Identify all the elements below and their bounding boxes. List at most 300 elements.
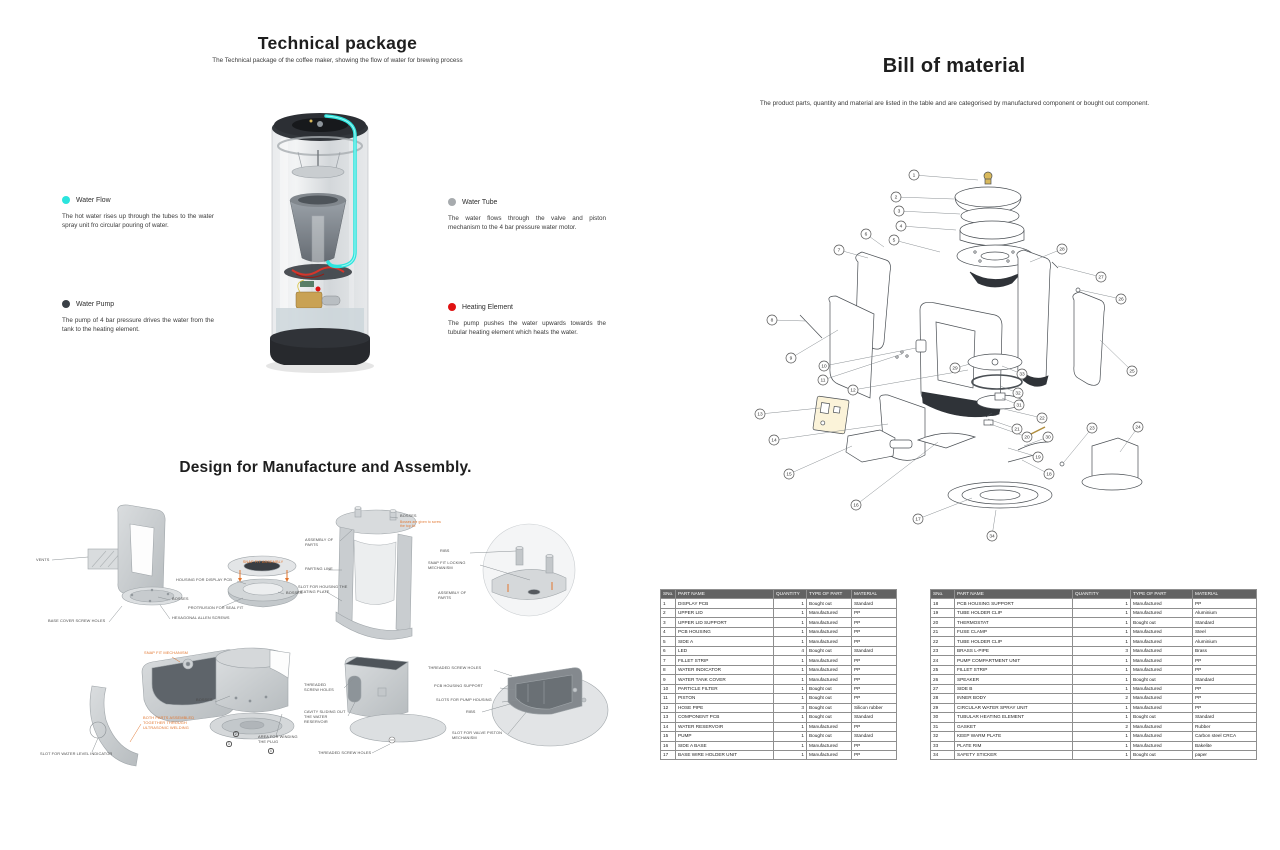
bom-cell: Carbon steel CRCA bbox=[1193, 732, 1257, 741]
bom-cell: 22 bbox=[931, 637, 955, 646]
dfma-label-bosses-d: BOSSES bbox=[196, 697, 213, 702]
svg-text:4: 4 bbox=[899, 224, 903, 230]
bom-cell: Manufactured bbox=[1131, 722, 1193, 731]
bom-cell: 1 bbox=[774, 750, 807, 759]
bom-cell: Bought out bbox=[807, 599, 852, 608]
dfma-step-marker: 3 bbox=[227, 742, 230, 746]
bom-title: Bill of material bbox=[882, 55, 1026, 77]
bom-cell: paper bbox=[1193, 750, 1257, 759]
svg-text:33: 33 bbox=[1019, 372, 1025, 378]
dfma-label-vents: VENTS bbox=[36, 557, 50, 562]
bom-table-row bbox=[661, 684, 897, 693]
bom-cell: 15 bbox=[661, 732, 676, 741]
bom-cell: PP bbox=[852, 608, 897, 617]
part-callout-12 bbox=[848, 385, 858, 395]
legend-heating-element bbox=[448, 303, 606, 338]
svg-text:25: 25 bbox=[1129, 369, 1135, 375]
bom-cell: UPPER LID bbox=[676, 608, 774, 617]
bom-cell: 2 bbox=[1073, 722, 1131, 731]
bom-cell: UPPER LID SUPPORT bbox=[676, 618, 774, 627]
part-callout-9 bbox=[786, 353, 796, 363]
bom-cell: Bought out bbox=[1131, 618, 1193, 627]
bom-cell: Silicon rubber bbox=[852, 703, 897, 712]
bom-table-row bbox=[931, 684, 1257, 693]
bom-cell: Standard bbox=[852, 646, 897, 655]
bom-col-header: QUANTITY bbox=[774, 590, 807, 599]
svg-text:18: 18 bbox=[1046, 472, 1052, 478]
dfma-label-threaded-a: THREADED SCREW HOLES bbox=[304, 682, 334, 692]
bom-cell: 14 bbox=[661, 722, 676, 731]
bom-cell: 13 bbox=[661, 713, 676, 722]
bom-cell: Bakelite bbox=[1193, 741, 1257, 750]
dfma-label-ribs-a: RIBS bbox=[440, 548, 450, 553]
coffee-maker-render bbox=[245, 95, 395, 380]
bom-cell: CIRCULAR WATER SPRAY UNIT bbox=[955, 703, 1073, 712]
svg-text:21: 21 bbox=[1014, 427, 1020, 433]
bom-cell: PISTON bbox=[676, 694, 774, 703]
dfma-label-parting-line: PARTING LINE bbox=[305, 566, 333, 571]
bom-cell: Bought out bbox=[1131, 750, 1193, 759]
water-flow-dot bbox=[62, 196, 70, 204]
bom-cell: 32 bbox=[931, 732, 955, 741]
bom-cell: 27 bbox=[931, 684, 955, 693]
bom-cell: PCB HOUSING SUPPORT bbox=[955, 599, 1073, 608]
part-callout-10 bbox=[819, 361, 829, 371]
part-callout-2 bbox=[891, 192, 901, 202]
svg-text:2: 2 bbox=[894, 195, 898, 201]
bom-cell: 7 bbox=[661, 656, 676, 665]
bom-table-row bbox=[661, 703, 897, 712]
dfma-label-slot-water-level: SLOT FOR WATER LEVEL INDICATOR bbox=[40, 751, 113, 756]
bom-col-header: QUANTITY bbox=[1073, 590, 1131, 599]
bom-table-row bbox=[661, 732, 897, 741]
dfma-label-snap-fit-assembly: SNAP FIT ASSEMBLY bbox=[242, 559, 284, 564]
bom-cell: Manufactured bbox=[1131, 637, 1193, 646]
part-callout-34 bbox=[987, 531, 997, 541]
part-callout-17 bbox=[913, 514, 923, 524]
bom-cell: 17 bbox=[661, 750, 676, 759]
bom-cell: 1 bbox=[774, 618, 807, 627]
svg-text:6: 6 bbox=[864, 232, 868, 238]
bom-cell: PP bbox=[1193, 684, 1257, 693]
svg-text:3: 3 bbox=[897, 209, 901, 215]
bom-cell: Bought out bbox=[1131, 675, 1193, 684]
bom-cell: PP bbox=[852, 618, 897, 627]
svg-text:31: 31 bbox=[1016, 403, 1022, 409]
bom-cell: 1 bbox=[774, 741, 807, 750]
bom-cell: TUBULAR HEATING ELEMENT bbox=[955, 713, 1073, 722]
dfma-label-hex-allen-screws: HEXAGONAL ALLEN SCREWS bbox=[172, 615, 230, 620]
bom-cell: PLATE RIM bbox=[955, 741, 1073, 750]
heating-element-dot bbox=[448, 303, 456, 311]
legend-text: The pump pushes the water upwards towards the tubular heating element which heats the water. bbox=[448, 320, 606, 337]
legend-label: Water Pump bbox=[76, 300, 115, 308]
dfma-label-bosses-c: BOSSES bbox=[400, 513, 417, 518]
bom-cell: COMPONENT PCB bbox=[676, 713, 774, 722]
bom-cell: 1 bbox=[774, 608, 807, 617]
bom-cell: PP bbox=[852, 675, 897, 684]
legend-text: The water flows through the valve and piston mechanism to the 4 bar pressure water motor. bbox=[448, 215, 606, 232]
bom-cell: 3 bbox=[661, 618, 676, 627]
part-callout-33 bbox=[1017, 369, 1027, 379]
bom-cell: 1 bbox=[1073, 703, 1131, 712]
dfma-label-protrusion-seal: PROTRUSION FOR SEAL FIT bbox=[188, 605, 244, 610]
bom-cell: BASE WIRE HOLDER UNIT bbox=[676, 750, 774, 759]
bom-cell: PP bbox=[852, 722, 897, 731]
bom-cell: Manufactured bbox=[807, 637, 852, 646]
part-callout-1 bbox=[909, 170, 919, 180]
bom-cell: 3 bbox=[1073, 646, 1131, 655]
bom-cell: Manufactured bbox=[807, 722, 852, 731]
legend-label: Water Tube bbox=[462, 198, 498, 206]
bom-cell: 1 bbox=[1073, 665, 1131, 674]
dfma-label-slots-pump-housing: SLOTS FOR PUMP HOUSING bbox=[436, 697, 492, 702]
bom-cell: LED bbox=[676, 646, 774, 655]
bom-cell: SIDE A BASE bbox=[676, 741, 774, 750]
part-callout-6 bbox=[861, 229, 871, 239]
bom-cell: Standard bbox=[852, 599, 897, 608]
bom-table-row bbox=[661, 599, 897, 608]
dfma-label-ultrasonic: BOTH PARTS ASSEMBLED TOGETHER THROUGH ULTRASONIC WELDING bbox=[143, 715, 195, 730]
bom-cell: 10 bbox=[661, 684, 676, 693]
bom-table-row bbox=[661, 741, 897, 750]
part-callout-11 bbox=[818, 375, 828, 385]
dfma-label-ribs-b: RIBS bbox=[466, 709, 476, 714]
bom-cell: 1 bbox=[1073, 637, 1131, 646]
bom-cell: 1 bbox=[1073, 618, 1131, 627]
dfma-title: Design for Manufacture and Assembly. bbox=[179, 459, 472, 476]
part-callout-22 bbox=[1037, 413, 1047, 423]
bom-cell: Manufactured bbox=[807, 741, 852, 750]
bom-cell: FILLET STRIP bbox=[955, 665, 1073, 674]
technical-package-subtitle: The Technical package of the coffee maker, showing the flow of water for brewing process bbox=[212, 57, 463, 64]
bom-cell: 1 bbox=[1073, 750, 1131, 759]
bom-table-row bbox=[661, 750, 897, 759]
water-tube-dot bbox=[448, 198, 456, 206]
bom-cell: SAFETY STICKER bbox=[955, 750, 1073, 759]
bom-table-row bbox=[661, 608, 897, 617]
bom-cell: TUBE HOLDER CLIP bbox=[955, 608, 1073, 617]
dfma-label-bosses-note: Bosses are given to screw the top lid bbox=[400, 520, 441, 529]
bom-cell: PP bbox=[852, 694, 897, 703]
bom-cell: Manufactured bbox=[1131, 703, 1193, 712]
bom-cell: INNER BODY bbox=[955, 694, 1073, 703]
bom-col-header: TYPE OF PART bbox=[807, 590, 852, 599]
svg-text:14: 14 bbox=[771, 438, 777, 444]
bom-cell: Manufactured bbox=[807, 627, 852, 636]
legend-text: The hot water rises up through the tubes to the water spray unit fro circular pouring of water. bbox=[62, 213, 214, 230]
svg-text:13: 13 bbox=[757, 412, 763, 418]
bom-cell: 1 bbox=[1073, 627, 1131, 636]
bom-col-header: PART NAME bbox=[676, 590, 774, 599]
bom-table-row bbox=[661, 675, 897, 684]
bom-cell: 1 bbox=[1073, 675, 1131, 684]
bom-table-row bbox=[931, 646, 1257, 655]
svg-text:15: 15 bbox=[786, 472, 792, 478]
part-callout-8 bbox=[767, 315, 777, 325]
bom-cell: 1 bbox=[1073, 599, 1131, 608]
svg-text:22: 22 bbox=[1039, 416, 1045, 422]
bom-cell: Manufactured bbox=[807, 618, 852, 627]
part-callout-30 bbox=[1043, 432, 1053, 442]
part-callout-4 bbox=[896, 221, 906, 231]
part-callout-25 bbox=[1127, 366, 1137, 376]
bom-cell: PUMP bbox=[676, 732, 774, 741]
dfma-label-cavity-sliding: CAVITY SLIDING OUT THE WATER RESERVOIR bbox=[304, 709, 346, 724]
part-callout-13 bbox=[755, 409, 765, 419]
technical-package-title: Technical package bbox=[257, 33, 418, 53]
bom-cell: Standard bbox=[1193, 675, 1257, 684]
part-callout-19 bbox=[1033, 452, 1043, 462]
bom-table-row bbox=[931, 703, 1257, 712]
bom-cell: BRASS L-PIPE bbox=[955, 646, 1073, 655]
bom-cell: Bought out bbox=[1131, 713, 1193, 722]
bom-table-row bbox=[661, 618, 897, 627]
bom-cell: 1 bbox=[1073, 684, 1131, 693]
part-callout-28 bbox=[1057, 244, 1067, 254]
legend-water-pump bbox=[62, 300, 214, 335]
bom-cell: 1 bbox=[1073, 713, 1131, 722]
bom-table-row bbox=[661, 656, 897, 665]
bom-table-row bbox=[661, 694, 897, 703]
bom-cell: Manufactured bbox=[807, 750, 852, 759]
bom-cell: TUBE HOLDER CLIP bbox=[955, 637, 1073, 646]
dfma-label-pcb-housing-support: PCB HOUSING SUPPORT bbox=[434, 683, 483, 688]
bom-cell: 21 bbox=[931, 627, 955, 636]
svg-text:29: 29 bbox=[952, 366, 958, 372]
svg-text:28: 28 bbox=[1059, 247, 1065, 253]
svg-text:7: 7 bbox=[837, 248, 841, 254]
bom-cell: 34 bbox=[931, 750, 955, 759]
bom-table-row bbox=[661, 722, 897, 731]
bom-cell: 11 bbox=[661, 694, 676, 703]
bom-cell: Standard bbox=[1193, 713, 1257, 722]
bom-cell: 16 bbox=[661, 741, 676, 750]
bom-table-row bbox=[931, 741, 1257, 750]
bom-cell: WATER RESERVOIR bbox=[676, 722, 774, 731]
water-pump-dot bbox=[62, 300, 70, 308]
bom-table-row bbox=[931, 599, 1257, 608]
bom-cell: PARTICLE FILTER bbox=[676, 684, 774, 693]
legend-water-flow bbox=[62, 196, 214, 231]
bom-cell: Manufactured bbox=[1131, 732, 1193, 741]
bom-cell: 12 bbox=[661, 703, 676, 712]
bom-cell: 2 bbox=[661, 608, 676, 617]
bom-cell: Manufactured bbox=[1131, 599, 1193, 608]
dfma-label-assembly-of-parts-b: ASSEMBLY OF PARTS bbox=[438, 590, 467, 600]
bom-cell: PUMP COMPARTMENT UNIT bbox=[955, 656, 1073, 665]
bom-cell: Manufactured bbox=[1131, 608, 1193, 617]
bom-cell: FILLET STRIP bbox=[676, 656, 774, 665]
bom-cell: Standard bbox=[852, 713, 897, 722]
bom-cell: Brass bbox=[1193, 646, 1257, 655]
bom-cell: 30 bbox=[931, 713, 955, 722]
bom-col-header: SNo. bbox=[931, 590, 955, 599]
bom-cell: PP bbox=[852, 656, 897, 665]
legend-label: Water Flow bbox=[76, 196, 111, 204]
part-callout-32 bbox=[1013, 388, 1023, 398]
bom-cell: 18 bbox=[931, 599, 955, 608]
bom-cell: WATER TANK COVER bbox=[676, 675, 774, 684]
bom-cell: Manufactured bbox=[1131, 656, 1193, 665]
bom-cell: 28 bbox=[931, 694, 955, 703]
bom-cell: Aluminium bbox=[1193, 637, 1257, 646]
bom-cell: 1 bbox=[774, 675, 807, 684]
bom-cell: 19 bbox=[931, 608, 955, 617]
bom-table-row bbox=[931, 627, 1257, 636]
bom-cell: Manufactured bbox=[807, 665, 852, 674]
svg-text:32: 32 bbox=[1015, 391, 1021, 397]
part-callout-7 bbox=[834, 245, 844, 255]
bom-cell: 5 bbox=[661, 637, 676, 646]
part-callout-26 bbox=[1116, 294, 1126, 304]
bom-cell: 25 bbox=[931, 665, 955, 674]
bom-cell: Bought out bbox=[807, 694, 852, 703]
bom-table-left bbox=[660, 589, 897, 760]
bom-cell: Bought out bbox=[807, 646, 852, 655]
part-callout-5 bbox=[889, 235, 899, 245]
bom-cell: Bought out bbox=[807, 703, 852, 712]
bom-cell: Manufactured bbox=[807, 656, 852, 665]
bom-cell: SPEAKER bbox=[955, 675, 1073, 684]
bom-cell: 4 bbox=[661, 627, 676, 636]
bom-cell: Bought out bbox=[807, 713, 852, 722]
bom-table-row bbox=[931, 665, 1257, 674]
bom-cell: Bought out bbox=[807, 684, 852, 693]
svg-text:20: 20 bbox=[1024, 435, 1030, 441]
part-callout-3 bbox=[894, 206, 904, 216]
svg-text:12: 12 bbox=[850, 388, 856, 394]
bom-cell: Manufactured bbox=[1131, 646, 1193, 655]
part-callout-31 bbox=[1014, 400, 1024, 410]
bom-cell: 4 bbox=[774, 646, 807, 655]
dfma-label-threaded-c: THREADED SCREW HOLES bbox=[428, 665, 482, 670]
bom-table-row bbox=[931, 694, 1257, 703]
dfma-label-snap-fit-locking: SNAP FIT LOCKING MECHANISM bbox=[428, 560, 466, 570]
bom-cell: 1 bbox=[661, 599, 676, 608]
bom-cell: THERMOSTAT bbox=[955, 618, 1073, 627]
bom-cell: PP bbox=[1193, 694, 1257, 703]
dfma-label-base-cover-screw-holes: BASE COVER SCREW HOLES bbox=[48, 618, 106, 623]
exploded-view-diagram bbox=[700, 140, 1200, 560]
bom-cell: 23 bbox=[931, 646, 955, 655]
bom-cell: 1 bbox=[1073, 732, 1131, 741]
svg-text:5: 5 bbox=[892, 238, 896, 244]
bom-table-row bbox=[931, 722, 1257, 731]
bom-col-header: MATERIAL bbox=[1193, 590, 1257, 599]
bom-cell: 1 bbox=[774, 665, 807, 674]
bom-table-row bbox=[661, 627, 897, 636]
svg-text:9: 9 bbox=[789, 356, 793, 362]
bom-cell: PP bbox=[852, 665, 897, 674]
bom-cell: 1 bbox=[774, 627, 807, 636]
bom-table-row bbox=[931, 675, 1257, 684]
bom-subtitle: The product parts, quantity and material are listed in the table and are categorised by manufactured component or bought out component. bbox=[759, 100, 1150, 107]
bom-cell: 1 bbox=[774, 637, 807, 646]
dfma-label-threaded-b: THREADED SCREW HOLES bbox=[318, 750, 372, 755]
bom-cell: 1 bbox=[774, 722, 807, 731]
bom-cell: 31 bbox=[931, 722, 955, 731]
bom-cell: HOSE PIPE bbox=[676, 703, 774, 712]
svg-text:34: 34 bbox=[989, 534, 995, 540]
svg-text:8: 8 bbox=[770, 318, 774, 324]
bom-cell: 1 bbox=[774, 694, 807, 703]
bom-cell: SIDE B bbox=[955, 684, 1073, 693]
part-callout-18 bbox=[1044, 469, 1054, 479]
bom-cell: PP bbox=[1193, 656, 1257, 665]
svg-text:23: 23 bbox=[1089, 426, 1095, 432]
bom-cell: DISPLAY PCB bbox=[676, 599, 774, 608]
part-callout-15 bbox=[784, 469, 794, 479]
part-callout-21 bbox=[1012, 424, 1022, 434]
bom-cell: PP bbox=[852, 627, 897, 636]
dfma-diagrams bbox=[30, 488, 630, 808]
bom-cell: PP bbox=[1193, 665, 1257, 674]
part-callout-24 bbox=[1133, 422, 1143, 432]
part-callout-23 bbox=[1087, 423, 1097, 433]
dfma-step-marker: 2 bbox=[234, 732, 237, 736]
bom-cell: 1 bbox=[1073, 656, 1131, 665]
svg-text:26: 26 bbox=[1118, 297, 1124, 303]
bom-cell: 26 bbox=[931, 675, 955, 684]
bom-cell: Manufactured bbox=[807, 675, 852, 684]
bom-cell: 1 bbox=[1073, 741, 1131, 750]
bom-cell: Steel bbox=[1193, 627, 1257, 636]
dfma-step-marker: 4 bbox=[269, 749, 272, 753]
dfma-label-slot-valve-piston: SLOT FOR VALVE PISTON MECHANISM bbox=[452, 730, 503, 740]
svg-text:17: 17 bbox=[915, 517, 921, 523]
legend-text: The pump of 4 bar pressure drives the water from the tank to the heating element. bbox=[62, 317, 214, 334]
bom-cell: KEEP WARM PLATE bbox=[955, 732, 1073, 741]
exploded-view-drawing bbox=[800, 172, 1142, 508]
dfma-label-bosses-a: BOSSES bbox=[172, 596, 189, 601]
bom-cell: Standard bbox=[852, 732, 897, 741]
bom-table-row bbox=[661, 713, 897, 722]
svg-text:11: 11 bbox=[820, 378, 826, 384]
bom-cell: 2 bbox=[1073, 694, 1131, 703]
svg-text:10: 10 bbox=[821, 364, 827, 370]
bom-table-row bbox=[931, 618, 1257, 627]
bom-col-header: SNo. bbox=[661, 590, 676, 599]
svg-text:27: 27 bbox=[1098, 275, 1104, 281]
bom-cell: PP bbox=[852, 750, 897, 759]
legend-label: Heating Element bbox=[462, 303, 513, 311]
bom-col-header: MATERIAL bbox=[852, 590, 897, 599]
bom-cell: PP bbox=[852, 741, 897, 750]
bom-table-row bbox=[661, 637, 897, 646]
bom-col-header: TYPE OF PART bbox=[1131, 590, 1193, 599]
part-callout-16 bbox=[851, 500, 861, 510]
bom-table-row bbox=[931, 656, 1257, 665]
bom-table-row bbox=[931, 750, 1257, 759]
bom-cell: PP bbox=[852, 684, 897, 693]
bom-cell: 33 bbox=[931, 741, 955, 750]
bom-cell: 29 bbox=[931, 703, 955, 712]
bom-cell: PP bbox=[852, 637, 897, 646]
bom-cell: 1 bbox=[774, 684, 807, 693]
bom-table-header bbox=[661, 590, 897, 599]
bom-cell: PCB HOUSING bbox=[676, 627, 774, 636]
dfma-label-bosses-b: BOSSES bbox=[286, 590, 303, 595]
svg-text:1: 1 bbox=[912, 173, 916, 179]
bom-cell: WATER INDICATOR bbox=[676, 665, 774, 674]
part-callout-14 bbox=[769, 435, 779, 445]
bom-table-row bbox=[661, 665, 897, 674]
svg-text:16: 16 bbox=[853, 503, 859, 509]
part-callout-20 bbox=[1022, 432, 1032, 442]
dfma-label-assembly-of-parts: ASSEMBLY OF PARTS bbox=[305, 537, 334, 547]
bom-table-header bbox=[931, 590, 1257, 599]
